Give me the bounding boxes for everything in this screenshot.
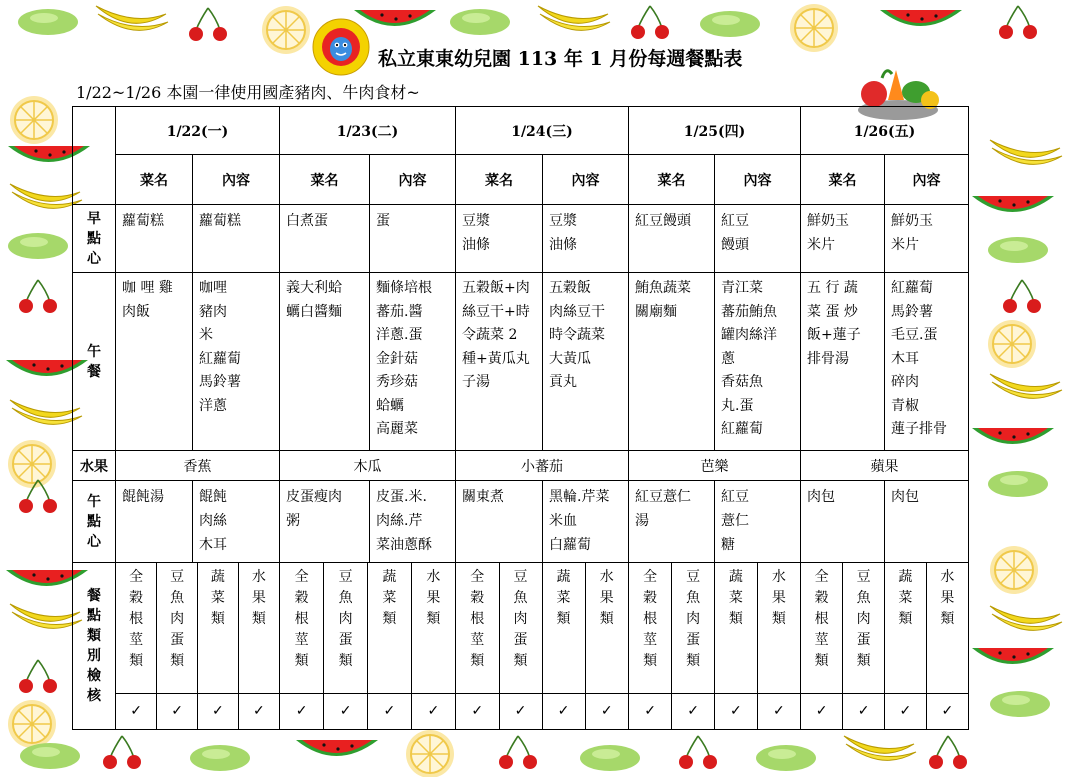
column-header-name: 菜名 xyxy=(629,155,715,205)
breakfast-content: 鮮奶玉 米片 xyxy=(885,205,969,273)
snack-content: 黑輪.芹菜 米血 白蘿蔔 xyxy=(543,481,629,563)
snack-content: 紅豆 薏仁 糖 xyxy=(715,481,801,563)
breakfast-content: 蛋 xyxy=(370,205,456,273)
lunch-content: 青江菜 蕃茄鮪魚 罐肉絲洋 蔥 香菇魚 丸.蛋 紅蘿蔔 xyxy=(715,273,801,451)
corner-cell xyxy=(73,107,116,205)
row-label-lunch xyxy=(73,273,116,451)
category-label: 蔬 菜 類 xyxy=(542,563,585,693)
lunch-name: 鮪魚蔬菜 關廟麵 xyxy=(629,273,715,451)
category-label: 豆 魚 肉 蛋 類 xyxy=(843,563,885,693)
column-header-content: 內容 xyxy=(885,155,969,205)
check-mark: ✓ xyxy=(715,693,758,729)
row-label-check xyxy=(73,563,116,730)
check-mark: ✓ xyxy=(411,693,455,729)
snack-name: 紅豆薏仁 湯 xyxy=(629,481,715,563)
category-label: 全 穀 根 莖 類 xyxy=(801,563,843,693)
category-label: 蔬 菜 類 xyxy=(368,563,412,693)
weekly-menu-table xyxy=(72,106,969,730)
category-label: 蔬 菜 類 xyxy=(198,563,239,693)
row-label-snack xyxy=(73,481,116,563)
breakfast-name: 蘿蔔糕 xyxy=(116,205,193,273)
check-mark: ✓ xyxy=(198,693,239,729)
lunch-content: 咖哩 豬肉 米 紅蘿蔔 馬鈴薯 洋蔥 xyxy=(193,273,280,451)
page-title: 私立東東幼兒園 113 年 1 月份每週餐點表 xyxy=(378,48,743,70)
category-group xyxy=(456,563,629,730)
category-check-table xyxy=(801,563,968,729)
category-label: 水 果 類 xyxy=(757,563,800,693)
category-label: 豆 魚 肉 蛋 類 xyxy=(324,563,368,693)
fruit-cell: 芭樂 xyxy=(629,451,801,481)
category-label: 全 穀 根 莖 類 xyxy=(116,563,157,693)
snack-name: 肉包 xyxy=(801,481,885,563)
category-check-table xyxy=(116,563,279,729)
category-group xyxy=(801,563,969,730)
lunch-content: 五穀飯 肉絲豆干 時令蔬菜 大黃瓜 貢丸 xyxy=(543,273,629,451)
date-header: 1/24(三) xyxy=(456,107,629,155)
check-mark: ✓ xyxy=(295,703,308,720)
column-header-name: 菜名 xyxy=(801,155,885,205)
check-mark: ✓ xyxy=(843,693,885,729)
fruit-cell: 木瓜 xyxy=(280,451,456,481)
category-label: 水 果 類 xyxy=(411,563,455,693)
kindergarten-logo xyxy=(312,18,370,76)
breakfast-name: 白煮蛋 xyxy=(280,205,370,273)
snack-name: 皮蛋瘦肉 粥 xyxy=(280,481,370,563)
check-mark: ✓ xyxy=(471,703,484,720)
breakfast-content: 豆漿 油條 xyxy=(543,205,629,273)
check-mark: ✓ xyxy=(926,693,968,729)
category-group xyxy=(629,563,801,730)
category-check-table xyxy=(629,563,800,729)
row-label-text: 午 點 心 xyxy=(87,493,101,550)
snack-name: 關東煮 xyxy=(456,481,543,563)
category-label: 全 穀 根 莖 類 xyxy=(280,563,324,693)
column-header-content: 內容 xyxy=(370,155,456,205)
column-header-content: 內容 xyxy=(715,155,801,205)
category-group xyxy=(280,563,456,730)
lunch-name: 五 行 蔬 菜 蛋 炒 飯+蓮子 排骨湯 xyxy=(801,273,885,451)
fruit-cell: 小蕃茄 xyxy=(456,451,629,481)
breakfast-name: 鮮奶玉 米片 xyxy=(801,205,885,273)
snack-content: 餛飩 肉絲 木耳 xyxy=(193,481,280,563)
lunch-content: 麵條培根 蕃茄.醬 洋蔥.蛋 金針菇 秀珍菇 蛤蠣 高麗菜 xyxy=(370,273,456,451)
category-label: 豆 魚 肉 蛋 類 xyxy=(499,563,542,693)
category-label: 豆 魚 肉 蛋 類 xyxy=(672,563,715,693)
category-label: 水 果 類 xyxy=(926,563,968,693)
breakfast-name: 豆漿 油條 xyxy=(456,205,543,273)
lunch-content: 紅蘿蔔 馬鈴薯 毛豆.蛋 木耳 碎肉 青椒 蓮子排骨 xyxy=(885,273,969,451)
check-mark: ✓ xyxy=(672,693,715,729)
check-mark: ✓ xyxy=(499,693,542,729)
date-header: 1/25(四) xyxy=(629,107,801,155)
breakfast-content: 紅豆 饅頭 xyxy=(715,205,801,273)
category-label: 水 果 類 xyxy=(585,563,628,693)
snack-name: 餛飩湯 xyxy=(116,481,193,563)
check-mark: ✓ xyxy=(238,693,279,729)
notice-text: 1/22~1/26 本園一律使用國產豬肉、牛肉食材~ xyxy=(76,83,420,102)
lunch-name: 五穀飯+肉 絲豆干+時 令蔬菜 2 種+黃瓜丸 子湯 xyxy=(456,273,543,451)
snack-content: 皮蛋.米. 肉絲.芹 菜油蔥酥 xyxy=(370,481,456,563)
date-header: 1/23(二) xyxy=(280,107,456,155)
breakfast-name: 紅豆饅頭 xyxy=(629,205,715,273)
lunch-name: 義大利蛤 蠣白醬麵 xyxy=(280,273,370,451)
check-mark: ✓ xyxy=(585,693,628,729)
check-mark: ✓ xyxy=(324,693,368,729)
row-label-text: 餐 點 類 別 檢 核 xyxy=(87,588,101,704)
check-mark: ✓ xyxy=(815,703,828,720)
row-label-text: 午 餐 xyxy=(87,343,101,380)
column-header-name: 菜名 xyxy=(116,155,193,205)
column-header-content: 內容 xyxy=(193,155,280,205)
column-header-name: 菜名 xyxy=(280,155,370,205)
category-label: 水 果 類 xyxy=(238,563,279,693)
category-label: 蔬 菜 類 xyxy=(715,563,758,693)
fruit-cell: 蘋果 xyxy=(801,451,969,481)
row-label-text: 早 點 心 xyxy=(87,210,101,267)
column-header-name: 菜名 xyxy=(456,155,543,205)
row-label-fruit: 水果 xyxy=(73,451,116,481)
lunch-name: 咖 哩 雞 肉飯 xyxy=(116,273,193,451)
check-mark: ✓ xyxy=(157,693,198,729)
snack-content: 肉包 xyxy=(885,481,969,563)
category-group xyxy=(116,563,280,730)
check-mark: ✓ xyxy=(644,703,656,720)
date-header: 1/22(一) xyxy=(116,107,280,155)
category-check-table xyxy=(456,563,628,729)
column-header-content: 內容 xyxy=(543,155,629,205)
fruit-cell: 香蕉 xyxy=(116,451,280,481)
date-header: 1/26(五) xyxy=(801,107,969,155)
check-mark: ✓ xyxy=(885,693,927,729)
check-mark: ✓ xyxy=(542,693,585,729)
row-label-breakfast xyxy=(73,205,116,273)
category-check-table xyxy=(280,563,455,729)
check-mark: ✓ xyxy=(368,693,412,729)
check-mark: ✓ xyxy=(757,693,800,729)
category-label: 蔬 菜 類 xyxy=(885,563,927,693)
check-mark: ✓ xyxy=(130,703,142,720)
category-label: 豆 魚 肉 蛋 類 xyxy=(157,563,198,693)
category-label: 全 穀 根 莖 類 xyxy=(629,563,672,693)
category-label: 全 穀 根 莖 類 xyxy=(456,563,499,693)
breakfast-content: 蘿蔔糕 xyxy=(193,205,280,273)
